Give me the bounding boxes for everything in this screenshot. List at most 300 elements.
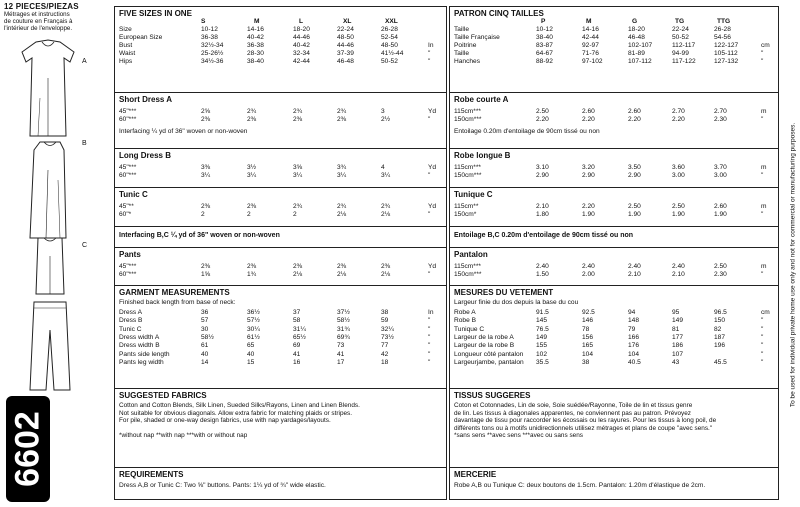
row-value: 40.5: [628, 358, 641, 366]
yardage-unit: Yd: [428, 108, 437, 115]
tunique-title: Tunique C: [454, 190, 493, 199]
row-label: Hanches: [454, 58, 481, 65]
row-label: Dress width A: [119, 333, 160, 341]
row-value: 18-20: [628, 26, 645, 33]
row-value: 64-67: [536, 50, 553, 57]
row-value: 81: [672, 325, 680, 333]
row-value: 65½: [293, 333, 306, 341]
yardage-width-label: 45"***: [119, 164, 137, 171]
yardage-value: 2.90: [628, 172, 641, 179]
row-label: Hips: [119, 58, 133, 65]
robe-courte-entoilage: Entoilage 0.20m d'entoilage de 90cm tissé ou non: [454, 128, 600, 135]
row-value: 40: [201, 350, 209, 358]
row-value: 10-12: [536, 26, 553, 33]
yardage-value: 2⅜: [293, 263, 303, 270]
yardage-value: 2: [293, 211, 297, 218]
row-value: 81-89: [628, 50, 645, 57]
yardage-value: 2¾: [337, 203, 347, 210]
yardage-value: 2⅜: [293, 116, 303, 123]
yardage-width-label: 45"***: [119, 108, 137, 115]
yardage-value: 3.00: [672, 172, 685, 179]
yardage-value: 2⅜: [201, 203, 211, 210]
yardage-value: 2.90: [536, 172, 549, 179]
row-value: 107: [672, 350, 684, 358]
yardage-value: 2.50: [672, 203, 685, 210]
short-dress-a-sketch: [18, 38, 78, 138]
row-value: 38: [582, 358, 590, 366]
yardage-value: 4: [381, 164, 385, 171]
french-instructions-note: Métrages et instructions de couture en Français à l'intérieur de l'enveloppe.: [4, 11, 73, 32]
row-value: 26-28: [714, 26, 731, 33]
tunic-c-sketch: [22, 236, 78, 296]
row-value: 36-38: [247, 42, 264, 49]
yardage-value: 1¾: [247, 271, 257, 278]
yardage-width-label: 115cm***: [454, 108, 481, 115]
yardage-value: 2.40: [582, 263, 595, 270]
yardage-value: 2.60: [582, 108, 595, 115]
yardage-value: 2.50: [536, 108, 549, 115]
row-value: 77: [381, 342, 389, 350]
yardage-value: 1.90: [628, 211, 641, 218]
yardage-width-label: 115cm***: [454, 263, 481, 270]
row-label: Poitrine: [454, 42, 477, 49]
row-label: Bust: [119, 42, 133, 49]
yardage-value: 2⅜: [247, 203, 257, 210]
yardage-unit: Yd: [428, 164, 437, 171]
row-unit: ": [428, 325, 431, 333]
yardage-width-label: 150cm***: [454, 116, 482, 123]
row-value: 32½-34: [201, 42, 224, 49]
yardage-value: 2¾: [293, 203, 303, 210]
figure-label-a: A: [82, 58, 87, 65]
yardage-width-label: 60"***: [119, 116, 137, 123]
row-label: Dress A: [119, 309, 143, 316]
row-value: 82: [714, 325, 722, 333]
yardage-value: 2⅛: [381, 271, 391, 278]
row-value: 22-24: [337, 26, 354, 33]
row-value: 92-97: [582, 42, 599, 49]
yardage-value: 2¾: [337, 108, 347, 115]
row-unit: ": [761, 317, 764, 325]
yardage-value: 2.20: [672, 116, 685, 123]
row-value: 76.5: [536, 325, 549, 333]
row-value: 96.5: [714, 309, 727, 316]
row-value: 58½: [201, 333, 214, 341]
row-value: 50-52: [672, 34, 689, 41]
yardage-value: 2.20: [582, 203, 595, 210]
row-unit: In: [428, 309, 434, 316]
row-value: 38: [381, 309, 389, 316]
pattern-number: 6602: [8, 411, 47, 487]
yardage-value: 2.60: [628, 108, 641, 115]
yardage-value: 2.10: [536, 203, 549, 210]
yardage-value: 2.40: [536, 263, 549, 270]
row-value: 102-107: [628, 42, 653, 49]
row-label: Taille Française: [454, 34, 500, 41]
yardage-value: 2.30: [714, 116, 727, 123]
yardage-width-label: 115cm***: [454, 164, 481, 171]
row-value: 14: [201, 358, 209, 366]
yardage-unit: m: [761, 108, 767, 115]
row-value: 105-112: [714, 50, 738, 57]
yardage-value: 2.30: [714, 271, 727, 278]
row-value: 10-12: [201, 26, 218, 33]
yardage-value: 2⅛: [337, 271, 347, 278]
row-value: 17: [337, 358, 345, 366]
row-value: 48-50: [337, 34, 354, 41]
yardage-value: 2⅜: [247, 263, 257, 270]
mesures-title: MESURES DU VETEMENT: [454, 288, 554, 297]
size-header-xxl: XXL: [385, 18, 398, 25]
suggested-fabrics-text: Cotton and Cotton Blends, Silk Linen, Sueded Silks/Rayons, Linen and Linen Blends. Not suitable for obvious diagonals. Allow extra fabric for matching plaids or stripes. For pile, shaded or one-way design fabrics, use with nap yardages/layouts. *without nap **with nap ***with or without nap: [119, 402, 360, 439]
row-label: Largeurjambe, pantalon: [454, 358, 524, 366]
row-value: 48-50: [381, 42, 398, 49]
row-value: 46-48: [337, 58, 354, 65]
yardage-value: 2.60: [714, 203, 727, 210]
row-value: 43: [672, 358, 680, 366]
yardage-value: 2¾: [247, 108, 257, 115]
yardage-value: 2⅜: [381, 263, 391, 270]
yardage-value: 2: [247, 211, 251, 218]
yardage-value: 3⅝: [293, 164, 303, 171]
row-value: 107-112: [628, 58, 652, 65]
taille-header-ttg: TTG: [717, 18, 731, 25]
row-value: 94-99: [672, 50, 689, 57]
yardage-value: 2⅜: [337, 116, 347, 123]
row-unit: ": [428, 358, 431, 366]
row-value: 42: [381, 350, 389, 358]
row-unit: ": [428, 350, 431, 358]
yardage-value: 3¼: [293, 172, 303, 179]
row-value: 94: [628, 309, 636, 316]
yardage-unit: ": [761, 271, 764, 278]
yardage-value: 2.40: [628, 263, 641, 270]
yardage-value: 2⅛: [293, 271, 303, 278]
row-label: Longueur côté pantalon: [454, 350, 524, 358]
row-label: Taille: [454, 26, 470, 33]
usage-restriction-note: To be used for individual private home use only and not for commercial or manufacturing purposes.: [789, 122, 797, 408]
row-unit: ": [761, 325, 764, 333]
taille-header-g: G: [632, 18, 638, 25]
yardage-value: 3¼: [381, 172, 391, 179]
row-value: 104: [628, 350, 640, 358]
yardage-value: 1.90: [672, 211, 685, 218]
row-value: 40: [247, 350, 255, 358]
row-unit: ": [428, 317, 431, 325]
row-label: Pants leg width: [119, 358, 164, 366]
requirements-title: REQUIREMENTS: [119, 470, 184, 479]
yardage-value: 3.10: [536, 164, 549, 171]
row-value: 148: [628, 317, 640, 325]
pantalon-title: Pantalon: [454, 250, 488, 259]
row-value: 50-52: [381, 58, 398, 65]
row-value: 36: [201, 309, 209, 316]
row-value: 41½-44: [381, 50, 404, 57]
row-value: 14-16: [582, 26, 599, 33]
row-value: 196: [714, 342, 726, 350]
yardage-unit: ": [761, 172, 764, 179]
short-dress-title: Short Dress A: [119, 95, 173, 104]
row-unit: ": [428, 50, 431, 57]
yardage-value: 2.10: [672, 271, 685, 278]
requirements-text: Dress A,B or Tunic C: Two ⅝" buttons. Pants: 1¼ yd of ¾" wide elastic.: [119, 482, 326, 489]
row-value: 156: [582, 333, 594, 341]
yardage-value: 3.60: [672, 164, 685, 171]
yardage-unit: ": [428, 211, 431, 218]
yardage-width-label: 115cm**: [454, 203, 479, 210]
row-unit: ": [761, 58, 764, 65]
robe-courte-title: Robe courte A: [454, 95, 509, 104]
row-label: Largeur de la robe A: [454, 333, 514, 341]
tissus-text: Coton et Cotonnades, Lin de soie, Soie suédée/Rayonne, Toile de lin et tissus genre de lin. Les tissus à diagonales apparentes, ne conviennent pas au patron. Prévoyez davantage de tissu pour raccorder les écossais ou les rayures. Pour les tissus à long poil, de différents tons ou à motifs unidirectionnels utilisez métrages et plans de coupe "avec sens." *sans sens **avec sens ***avec ou sans sens: [454, 402, 717, 440]
row-unit: ": [761, 50, 764, 57]
row-value: 104: [582, 350, 594, 358]
row-value: 31¾: [337, 325, 350, 333]
row-value: 32-34: [293, 50, 310, 57]
row-value: 36-38: [201, 34, 218, 41]
size-header-m: M: [254, 18, 260, 25]
row-label: Tunic C: [119, 325, 142, 333]
yardage-value: 1.50: [536, 271, 549, 278]
taille-header-p: P: [541, 18, 546, 25]
yardage-value: 2.20: [582, 116, 595, 123]
yardage-value: 3½: [247, 164, 257, 171]
row-value: 95: [672, 309, 680, 316]
row-value: 41: [337, 350, 345, 358]
yardage-value: 3.50: [628, 164, 641, 171]
yardage-value: 2¾: [381, 203, 391, 210]
row-value: 30¼: [247, 325, 260, 333]
row-value: 122-127: [714, 42, 739, 49]
yardage-value: 2⅝: [201, 108, 211, 115]
row-value: 97-102: [582, 58, 603, 65]
row-value: 58½: [337, 317, 350, 325]
row-value: 73: [337, 342, 345, 350]
row-value: 42-44: [582, 34, 599, 41]
french-panel: [449, 6, 779, 500]
garment-measurements-sub: Finished back length from base of neck:: [119, 299, 236, 306]
row-value: 16: [293, 358, 301, 366]
yardage-unit: ": [428, 271, 431, 278]
row-value: 71-76: [582, 50, 599, 57]
row-value: 40-42: [293, 42, 310, 49]
yardage-value: 2.70: [714, 108, 727, 115]
row-unit: cm: [761, 42, 770, 49]
row-value: 176: [628, 342, 640, 350]
row-value: 31¼: [293, 325, 306, 333]
yardage-width-label: 150cm***: [454, 172, 482, 179]
yardage-value: 2.40: [672, 263, 685, 270]
mesures-sub: Largeur finie du dos depuis la base du cou: [454, 299, 579, 306]
row-value: 44-46: [293, 34, 310, 41]
robe-longue-title: Robe longue B: [454, 151, 511, 160]
yardage-width-label: 45"**: [119, 203, 134, 210]
yardage-unit: Yd: [428, 203, 437, 210]
yardage-value: 3: [381, 108, 385, 115]
taille-header-m: M: [586, 18, 592, 25]
row-value: 25-26½: [201, 50, 224, 57]
row-value: 14-16: [247, 26, 264, 33]
row-value: 37-39: [337, 50, 354, 57]
yardage-width-label: 150cm*: [454, 211, 477, 218]
suggested-fabrics-title: SUGGESTED FABRICS: [119, 391, 207, 400]
row-value: 165: [582, 342, 594, 350]
row-label: Waist: [119, 50, 136, 57]
yardage-value: 2.50: [628, 203, 641, 210]
row-value: 73½: [381, 333, 394, 341]
row-value: 186: [672, 342, 684, 350]
yardage-value: 2⅜: [337, 263, 347, 270]
row-label: European Size: [119, 34, 163, 41]
row-value: 30: [201, 325, 209, 333]
row-unit: ": [761, 350, 764, 358]
size-header-s: S: [201, 18, 206, 25]
row-unit: ": [428, 58, 431, 65]
yardage-value: 1.90: [714, 211, 727, 218]
row-value: 46-48: [628, 34, 645, 41]
row-value: 22-24: [672, 26, 689, 33]
row-label: Taille: [454, 50, 470, 57]
row-value: 91.5: [536, 309, 549, 316]
row-value: 69: [293, 342, 301, 350]
taille-header-tg: TG: [675, 18, 685, 25]
yardage-width-label: 45"***: [119, 263, 137, 270]
row-label: Size: [119, 26, 132, 33]
row-value: 88-92: [536, 58, 553, 65]
row-value: 26-28: [381, 26, 398, 33]
row-value: 65: [247, 342, 255, 350]
row-unit: ": [761, 342, 764, 350]
yardage-value: 3¼: [337, 172, 347, 179]
pattern-number-badge: [6, 396, 50, 502]
row-label: Largeur de la robe B: [454, 342, 515, 350]
yardage-value: 2⅜: [201, 116, 211, 123]
yardage-unit: ": [761, 211, 764, 218]
row-value: 18: [381, 358, 389, 366]
yardage-value: 2¾: [293, 108, 303, 115]
yardage-value: 2.50: [714, 263, 727, 270]
row-unit: ": [761, 333, 764, 341]
yardage-width-label: 60"*: [119, 211, 132, 218]
garment-measurements-title: GARMENT MEASUREMENTS: [119, 288, 230, 297]
yardage-unit: Yd: [428, 263, 437, 270]
row-value: 127-132: [714, 58, 739, 65]
row-value: 61½: [247, 333, 260, 341]
row-value: 41: [293, 350, 301, 358]
yardage-width-label: 150cm***: [454, 271, 482, 278]
row-unit: ": [428, 333, 431, 341]
yardage-value: 3⅜: [201, 164, 211, 171]
row-value: 57: [201, 317, 209, 325]
row-label: Robe A: [454, 309, 476, 316]
yardage-value: 1⅝: [201, 271, 211, 278]
french-title: PATRON CINQ TAILLES: [454, 9, 544, 18]
yardage-value: 2⅛: [381, 211, 391, 218]
yardage-value: 2.70: [672, 108, 685, 115]
row-label: Robe B: [454, 317, 476, 325]
yardage-value: 3¾: [337, 164, 347, 171]
row-value: 37½: [337, 309, 350, 316]
row-value: 79: [628, 325, 636, 333]
row-value: 36½: [247, 309, 260, 316]
row-value: 40-42: [247, 34, 264, 41]
row-value: 42-44: [293, 58, 310, 65]
figure-label-c: C: [82, 242, 88, 249]
row-unit: ": [761, 358, 764, 366]
row-value: 45.5: [714, 358, 727, 366]
pants-sketch: [26, 300, 76, 392]
interfacing-note: Interfacing B,C ¼ yd of 36" woven or non-woven: [119, 232, 280, 239]
yardage-value: 2.90: [582, 172, 595, 179]
row-value: 166: [628, 333, 640, 341]
row-value: 38-40: [536, 34, 553, 41]
row-value: 149: [672, 317, 684, 325]
yardage-value: 2.10: [628, 271, 641, 278]
row-value: 78: [582, 325, 590, 333]
yardage-unit: ": [761, 116, 764, 123]
row-value: 92.5: [582, 309, 595, 316]
row-value: 44-46: [337, 42, 354, 49]
row-value: 18-20: [293, 26, 310, 33]
yardage-value: 2⅜: [201, 263, 211, 270]
yardage-value: 2½: [381, 116, 391, 123]
row-value: 32¼: [381, 325, 394, 333]
row-value: 112-117: [672, 42, 696, 49]
mercerie-title: MERCERIE: [454, 470, 497, 479]
tunic-title: Tunic C: [119, 190, 148, 199]
english-panel: [114, 6, 447, 500]
row-value: 54-56: [714, 34, 731, 41]
yardage-unit: m: [761, 164, 767, 171]
row-label: Dress width B: [119, 342, 160, 350]
yardage-value: 2.20: [536, 116, 549, 123]
row-value: 146: [582, 317, 594, 325]
row-label: Pants side length: [119, 350, 170, 358]
row-label: Tunique C: [454, 325, 485, 333]
row-value: 155: [536, 342, 548, 350]
yardage-unit: ": [428, 172, 431, 179]
yardage-width-label: 60"***: [119, 271, 137, 278]
row-unit: cm: [761, 309, 770, 316]
yardage-unit: ": [428, 116, 431, 123]
row-value: 57½: [247, 317, 260, 325]
row-value: 35.5: [536, 358, 549, 366]
row-unit: In: [428, 42, 434, 49]
row-value: 58: [293, 317, 301, 325]
long-dress-b-sketch: [20, 140, 80, 240]
row-value: 34½-36: [201, 58, 224, 65]
yardage-value: 3.00: [714, 172, 727, 179]
long-dress-title: Long Dress B: [119, 151, 172, 160]
row-value: 28-30: [247, 50, 264, 57]
yardage-width-label: 60"***: [119, 172, 137, 179]
row-value: 149: [536, 333, 548, 341]
row-value: 59: [381, 317, 389, 325]
entoilage-note: Entoilage B,C 0.20m d'entoilage de 90cm tissé ou non: [454, 232, 634, 239]
row-value: 52-54: [381, 34, 398, 41]
mercerie-text: Robe A,B ou Tunique C: deux boutons de 1.5cm. Pantalon: 1.20m d'élastique de 2cm.: [454, 482, 706, 489]
row-value: 187: [714, 333, 726, 341]
yardage-value: 3¼: [247, 172, 257, 179]
row-value: 145: [536, 317, 548, 325]
row-value: 117-122: [672, 58, 696, 65]
short-dress-interfacing: Interfacing ¼ yd of 36" woven or non-woven: [119, 128, 248, 135]
english-title: FIVE SIZES IN ONE: [119, 9, 192, 18]
yardage-value: 2⅛: [337, 211, 347, 218]
row-value: 15: [247, 358, 255, 366]
row-label: Dress B: [119, 317, 143, 325]
row-value: 83-87: [536, 42, 553, 49]
